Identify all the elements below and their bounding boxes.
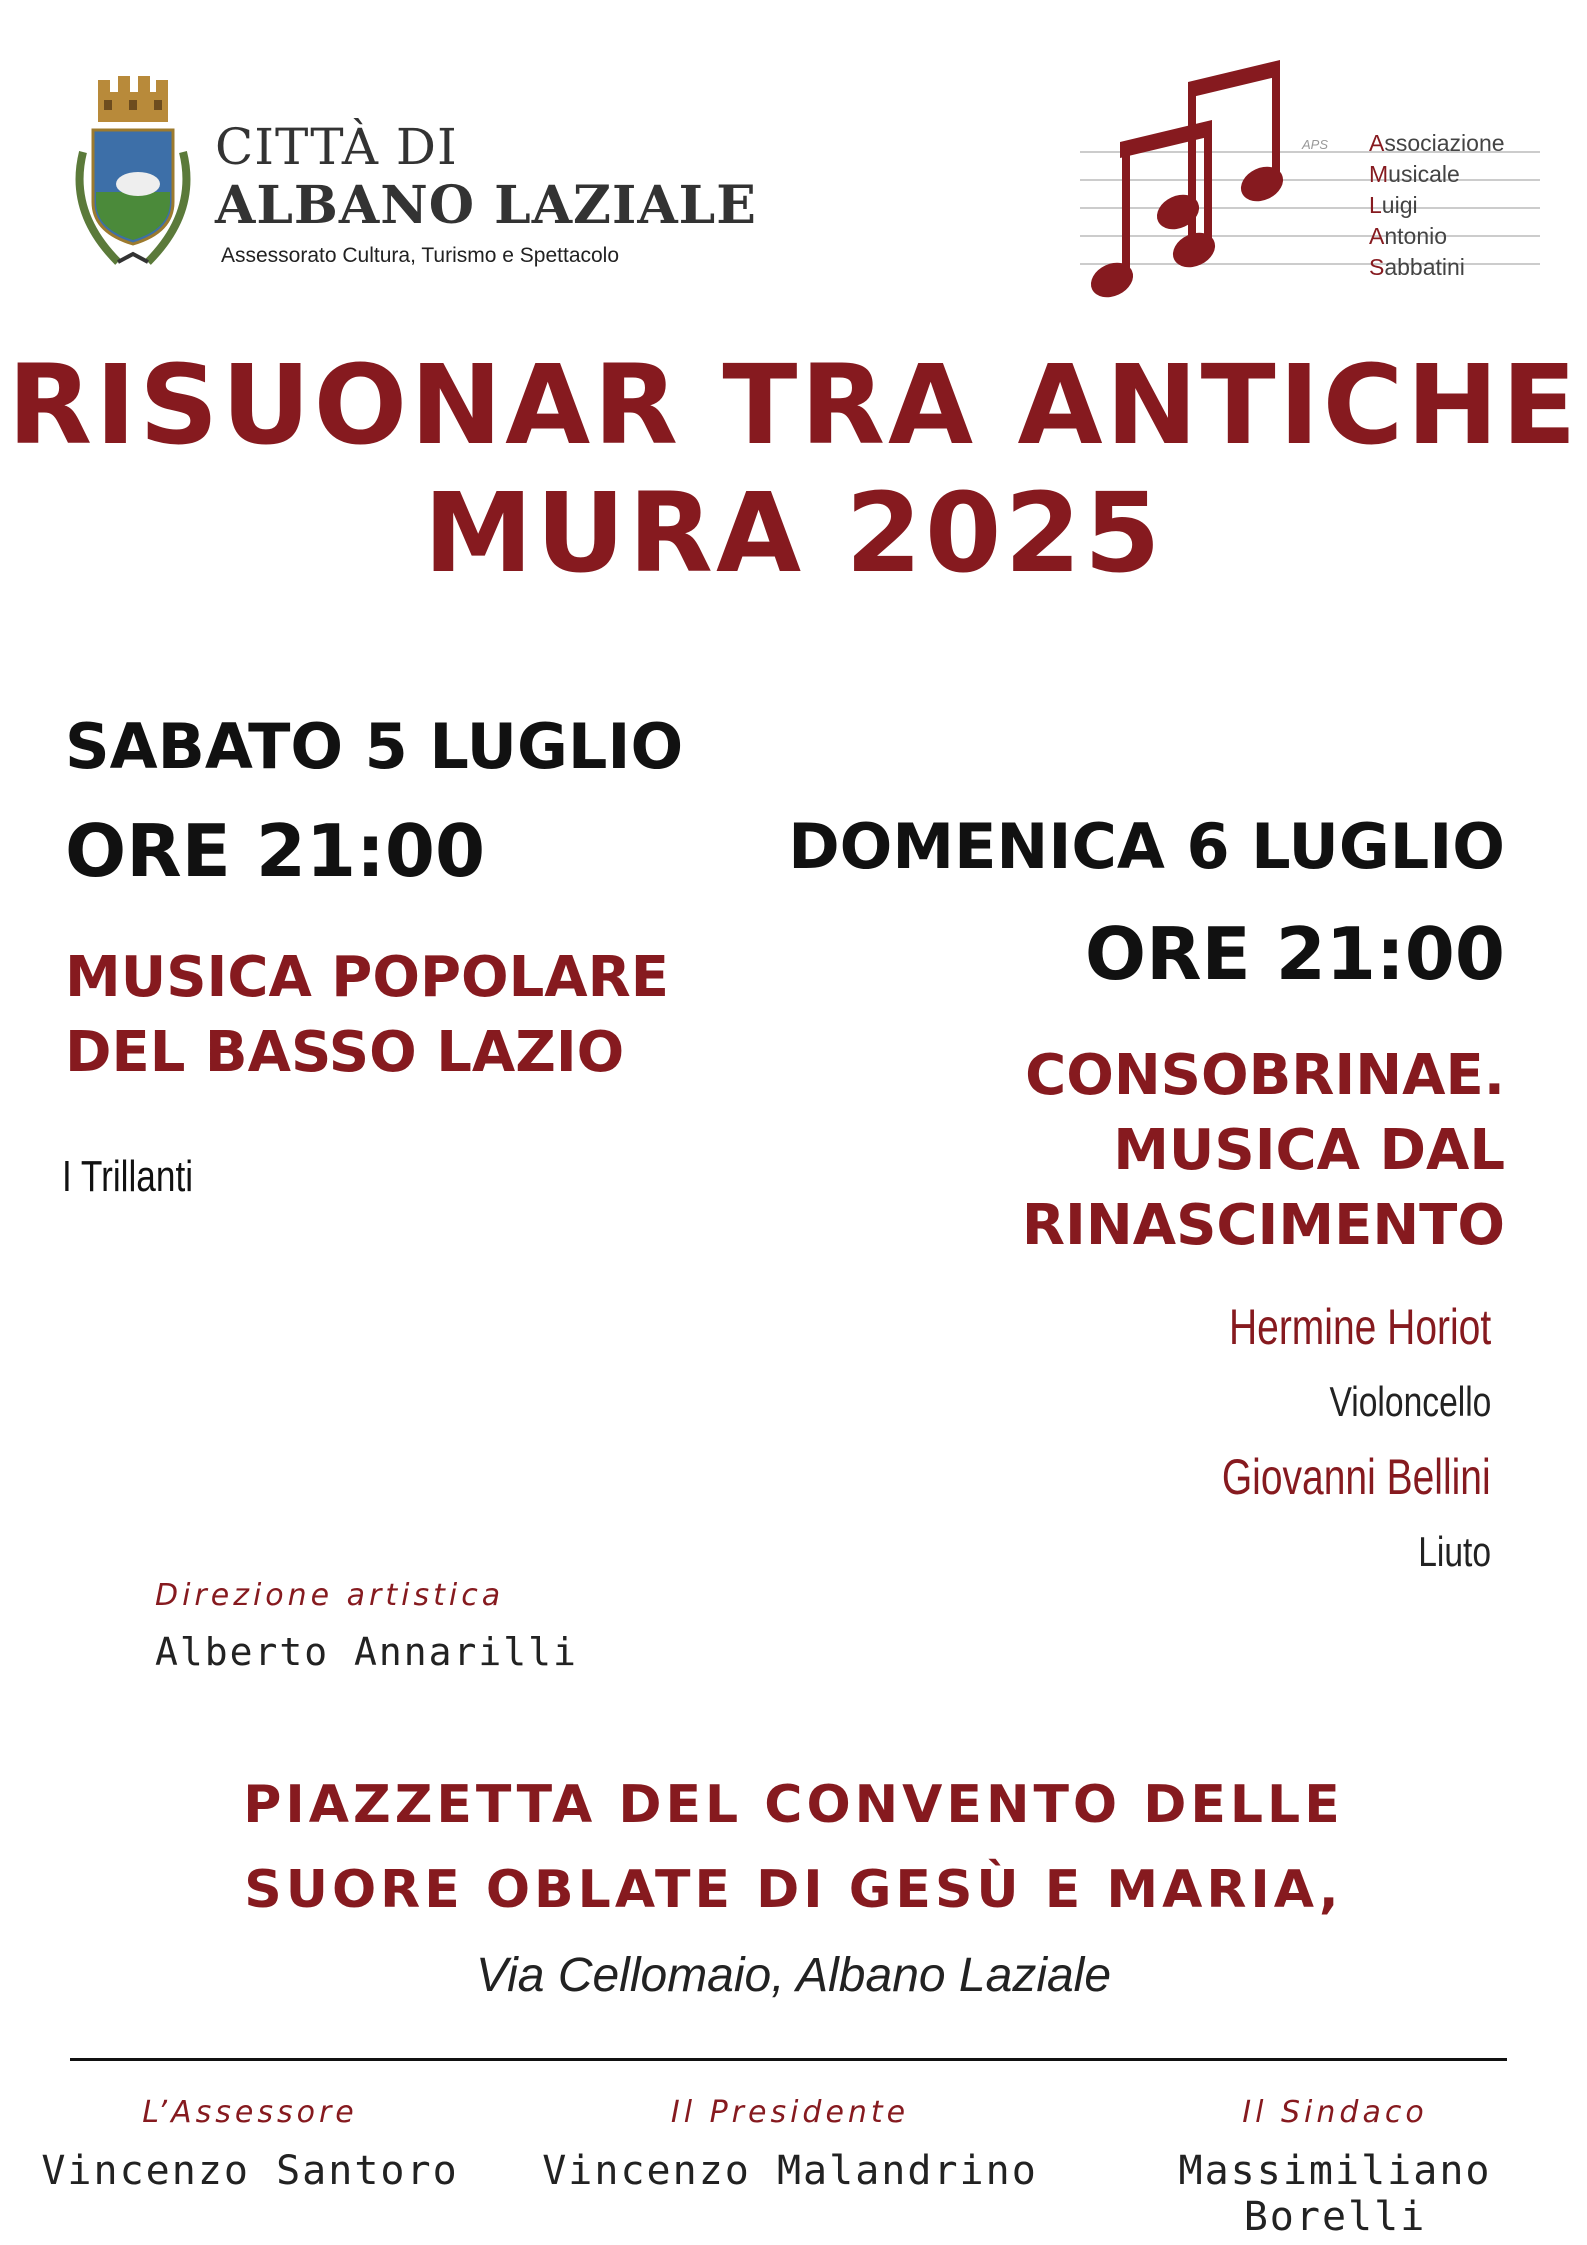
day2-date: DOMENICA 6 LUGLIO (788, 810, 1505, 883)
assoc-aps-tag: APS (1302, 137, 1329, 152)
footer-divider (70, 2058, 1507, 2061)
music-notes-logo (1070, 52, 1540, 312)
venue-address: Via Cellomaio, Albano Laziale (475, 1949, 1112, 2002)
performer-role: Violoncello (1329, 1378, 1491, 1425)
event-title-line2: MURA 2025 (423, 469, 1164, 597)
performer-role: Liuto (1418, 1528, 1491, 1575)
performer-name: Hermine Horiot (1228, 1299, 1491, 1355)
day2-time: ORE 21:00 (1084, 912, 1505, 996)
direction-label: Direzione artistica (155, 1578, 505, 1613)
assoc-line: Sabbatini (1369, 254, 1465, 280)
signature-role: L’Assessore (142, 2095, 358, 2130)
day2-performer2 (991, 1448, 1491, 1508)
signature-presidente (530, 2095, 1050, 2194)
assoc-line: Associazione (1369, 130, 1505, 156)
assoc-line: Luigi (1369, 192, 1418, 218)
signature-sindaco (1085, 2095, 1585, 2240)
signature-assessore (0, 2095, 500, 2194)
day2-performer2-role-wrap (991, 1528, 1491, 1578)
venue-line1: PIAZZETTA DEL CONVENTO DELLE (243, 1775, 1344, 1835)
day1-program-line2: DEL BASSO LAZIO (65, 1020, 625, 1085)
event-title-line1: RISUONAR TRA ANTICHE (7, 341, 1580, 469)
day1-performers: I Trillanti (62, 1152, 194, 1201)
coat-of-arms (58, 72, 208, 282)
day1-date: SABATO 5 LUGLIO (65, 710, 684, 783)
assoc-line: Antonio (1369, 223, 1448, 249)
day2-performer1-role-wrap (991, 1378, 1491, 1428)
assoc-line: Musicale (1369, 161, 1460, 187)
signature-name: Vincenzo Malandrino (542, 2148, 1038, 2194)
signature-name: Massimiliano Borelli (1178, 2148, 1492, 2240)
day2-performer1 (991, 1298, 1491, 1358)
city-department: Assessorato Cultura, Turismo e Spettacolo (221, 244, 620, 267)
day2-program-line2: MUSICA DAL (1113, 1118, 1505, 1183)
day1-program-line1: MUSICA POPOLARE (65, 945, 669, 1010)
signature-name: Vincenzo Santoro (41, 2148, 459, 2194)
city-name-line1: CITTÀ DI (215, 118, 458, 176)
venue-line2: SUORE OBLATE DI GESÙ E MARIA, (244, 1860, 1343, 1920)
day2-program-line3: RINASCIMENTO (1021, 1193, 1505, 1258)
direction-name: Alberto Annarilli (155, 1630, 578, 1674)
performer-name: Giovanni Bellini (1222, 1449, 1491, 1505)
signature-role: Il Presidente (670, 2095, 910, 2130)
day1-time: ORE 21:00 (65, 809, 486, 893)
city-name-line2: ALBANO LAZIALE (215, 175, 757, 236)
signature-role: Il Sindaco (1242, 2095, 1428, 2130)
day2-program-line1: CONSOBRINAE. (1025, 1043, 1505, 1108)
